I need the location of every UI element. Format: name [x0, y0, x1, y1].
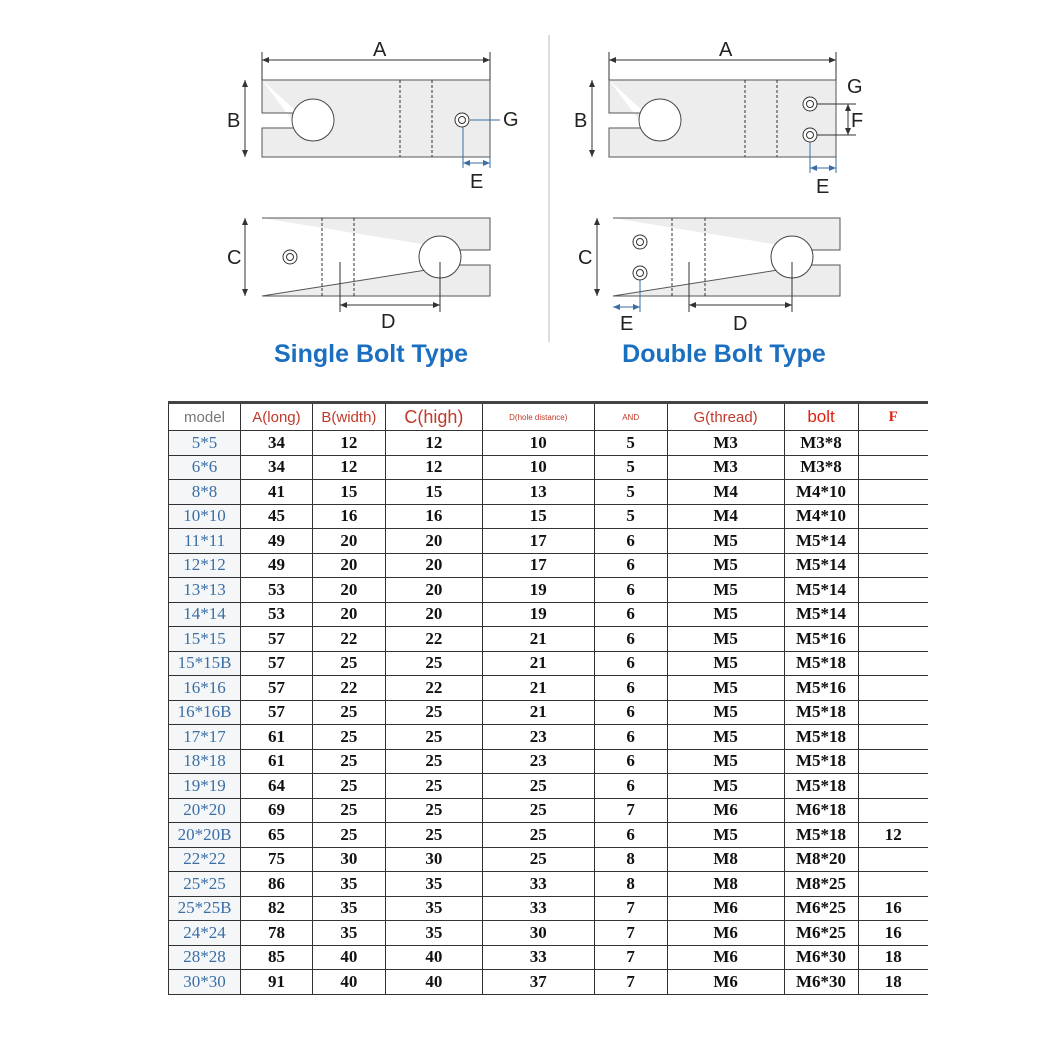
table-cell: 19 — [482, 578, 594, 603]
table-cell: M6 — [667, 921, 784, 946]
table-cell: M5*16 — [784, 676, 858, 701]
column-header: C(high) — [385, 403, 482, 431]
table-cell: 12 — [385, 431, 482, 456]
table-cell: 15 — [482, 504, 594, 529]
table-cell: 25 — [385, 651, 482, 676]
model-cell: 15*15 — [169, 627, 241, 652]
model-cell: 19*19 — [169, 774, 241, 799]
column-header: B(width) — [312, 403, 385, 431]
spec-table — [168, 401, 928, 995]
table-cell: 25 — [482, 774, 594, 799]
table-cell: 78 — [240, 921, 312, 946]
table-row — [169, 945, 929, 970]
table-cell: 61 — [240, 749, 312, 774]
table-row — [169, 749, 929, 774]
table-cell: 6 — [594, 651, 667, 676]
table-cell: 65 — [240, 823, 312, 848]
table-cell: 13 — [482, 480, 594, 505]
table-row — [169, 529, 929, 554]
table-cell: 23 — [482, 725, 594, 750]
table-cell: 7 — [594, 970, 667, 995]
table-cell: 21 — [482, 700, 594, 725]
table-cell — [858, 602, 928, 627]
table-cell: 23 — [482, 749, 594, 774]
table-cell: 25 — [482, 847, 594, 872]
table-cell: M5 — [667, 700, 784, 725]
table-cell: 25 — [385, 700, 482, 725]
table-row — [169, 774, 929, 799]
table-cell: 12 — [385, 455, 482, 480]
table-cell: 33 — [482, 896, 594, 921]
table-cell: M8*20 — [784, 847, 858, 872]
table-cell: 16 — [312, 504, 385, 529]
table-cell — [858, 749, 928, 774]
model-cell: 18*18 — [169, 749, 241, 774]
table-cell: 61 — [240, 725, 312, 750]
table-cell: 6 — [594, 700, 667, 725]
label-d: D — [733, 313, 748, 335]
column-header: D(hole distance) — [482, 403, 594, 431]
table-cell: 10 — [482, 455, 594, 480]
table-cell: M5 — [667, 529, 784, 554]
table-cell: 6 — [594, 774, 667, 799]
table-cell: 8 — [594, 847, 667, 872]
table-cell: 30 — [312, 847, 385, 872]
table-cell: 5 — [594, 431, 667, 456]
table-cell: M5 — [667, 553, 784, 578]
single-bolt-title: Single Bolt Type — [274, 340, 468, 368]
table-cell: M5*18 — [784, 725, 858, 750]
table-cell: 25 — [482, 798, 594, 823]
single-bolt-side-view — [245, 218, 490, 312]
table-cell: 22 — [312, 676, 385, 701]
table-cell: 75 — [240, 847, 312, 872]
table-cell: M6*25 — [784, 921, 858, 946]
table-cell: 25 — [385, 823, 482, 848]
table-row — [169, 847, 929, 872]
table-cell: 20 — [385, 529, 482, 554]
table-cell: 16 — [858, 896, 928, 921]
model-cell: 24*24 — [169, 921, 241, 946]
table-row — [169, 651, 929, 676]
table-cell: M5*14 — [784, 578, 858, 603]
model-cell: 30*30 — [169, 970, 241, 995]
table-cell: M3*8 — [784, 431, 858, 456]
model-cell: 6*6 — [169, 455, 241, 480]
table-cell: 19 — [482, 602, 594, 627]
table-cell: M5 — [667, 823, 784, 848]
model-cell: 10*10 — [169, 504, 241, 529]
model-cell: 22*22 — [169, 847, 241, 872]
table-cell — [858, 553, 928, 578]
table-cell: 25 — [385, 725, 482, 750]
table-cell: 6 — [594, 823, 667, 848]
table-cell: 25 — [312, 700, 385, 725]
double-bolt-title: Double Bolt Type — [622, 340, 826, 368]
table-row — [169, 455, 929, 480]
model-cell: 16*16B — [169, 700, 241, 725]
table-cell: 6 — [594, 553, 667, 578]
table-cell: 5 — [594, 455, 667, 480]
table-cell: 64 — [240, 774, 312, 799]
label-e: E — [470, 171, 484, 193]
table-cell — [858, 627, 928, 652]
table-cell: 57 — [240, 676, 312, 701]
label-g: G — [847, 76, 863, 98]
table-cell: 25 — [312, 774, 385, 799]
table-cell: M5*18 — [784, 749, 858, 774]
table-cell: 7 — [594, 798, 667, 823]
table-cell — [858, 480, 928, 505]
table-cell: 35 — [385, 896, 482, 921]
table-cell: 10 — [482, 431, 594, 456]
table-cell: 16 — [858, 921, 928, 946]
table-row — [169, 798, 929, 823]
table-cell — [858, 774, 928, 799]
table-cell: 35 — [312, 896, 385, 921]
table-cell: M5*14 — [784, 553, 858, 578]
table-row — [169, 896, 929, 921]
table-cell: 22 — [385, 676, 482, 701]
table-cell: 20 — [312, 602, 385, 627]
table-cell: 41 — [240, 480, 312, 505]
table-cell: 57 — [240, 700, 312, 725]
table-row — [169, 578, 929, 603]
model-cell: 16*16 — [169, 676, 241, 701]
table-cell: M5*14 — [784, 602, 858, 627]
table-row — [169, 627, 929, 652]
table-cell: 6 — [594, 725, 667, 750]
column-header: F — [858, 403, 928, 431]
table-cell: 22 — [312, 627, 385, 652]
table-cell: M5*18 — [784, 651, 858, 676]
single-bolt-top-view — [245, 52, 500, 168]
table-cell: M5*14 — [784, 529, 858, 554]
table-row — [169, 970, 929, 995]
table-cell: 18 — [858, 970, 928, 995]
table-cell: M4 — [667, 504, 784, 529]
label-c: C — [227, 247, 242, 269]
table-cell: 33 — [482, 872, 594, 897]
column-header: bolt — [784, 403, 858, 431]
table-row — [169, 872, 929, 897]
table-cell: M5 — [667, 602, 784, 627]
label-a: A — [373, 39, 387, 61]
table-cell: 35 — [312, 921, 385, 946]
label-c: C — [578, 247, 593, 269]
table-cell: M8 — [667, 847, 784, 872]
table-cell: 40 — [385, 945, 482, 970]
table-cell — [858, 847, 928, 872]
table-cell: 30 — [385, 847, 482, 872]
model-cell: 8*8 — [169, 480, 241, 505]
table-cell: 25 — [482, 823, 594, 848]
table-cell: M6*25 — [784, 896, 858, 921]
table-cell: 18 — [858, 945, 928, 970]
table-cell: 5 — [594, 480, 667, 505]
table-cell: 20 — [385, 578, 482, 603]
label-e: E — [620, 313, 634, 335]
table-cell: 25 — [312, 651, 385, 676]
table-cell: 12 — [312, 431, 385, 456]
table-cell: 6 — [594, 676, 667, 701]
table-cell: 12 — [858, 823, 928, 848]
table-row — [169, 480, 929, 505]
table-cell: M3*8 — [784, 455, 858, 480]
table-cell — [858, 431, 928, 456]
table-cell: 33 — [482, 945, 594, 970]
model-cell: 20*20B — [169, 823, 241, 848]
table-cell: 49 — [240, 529, 312, 554]
table-cell: M5*18 — [784, 700, 858, 725]
table-cell: M8 — [667, 872, 784, 897]
table-cell: 25 — [312, 823, 385, 848]
table-cell: M5 — [667, 749, 784, 774]
table-cell: 16 — [385, 504, 482, 529]
table-cell: 35 — [385, 921, 482, 946]
table-cell: M5*18 — [784, 774, 858, 799]
double-bolt-top-view — [592, 52, 856, 173]
table-cell: 7 — [594, 921, 667, 946]
table-cell: M5*16 — [784, 627, 858, 652]
label-f: F — [851, 110, 864, 132]
table-cell: 20 — [385, 553, 482, 578]
model-cell: 13*13 — [169, 578, 241, 603]
table-cell: 25 — [312, 798, 385, 823]
table-cell: 37 — [482, 970, 594, 995]
table-cell: 91 — [240, 970, 312, 995]
table-cell: 35 — [385, 872, 482, 897]
table-cell: 7 — [594, 945, 667, 970]
label-g: G — [503, 109, 519, 131]
model-cell: 20*20 — [169, 798, 241, 823]
table-row — [169, 553, 929, 578]
table-cell: M6 — [667, 945, 784, 970]
column-header: G(thread) — [667, 403, 784, 431]
table-cell: M5 — [667, 774, 784, 799]
table-cell: 6 — [594, 627, 667, 652]
model-cell: 25*25 — [169, 872, 241, 897]
table-cell — [858, 504, 928, 529]
table-cell: M5 — [667, 651, 784, 676]
table-cell — [858, 872, 928, 897]
table-cell: 34 — [240, 431, 312, 456]
table-cell: 22 — [385, 627, 482, 652]
table-cell: M6*30 — [784, 945, 858, 970]
table-cell: 69 — [240, 798, 312, 823]
table-cell: 15 — [385, 480, 482, 505]
table-cell: 17 — [482, 553, 594, 578]
table-cell: M5 — [667, 676, 784, 701]
table-cell: 15 — [312, 480, 385, 505]
model-cell: 5*5 — [169, 431, 241, 456]
table-cell — [858, 578, 928, 603]
table-cell: 20 — [312, 553, 385, 578]
table-cell: 25 — [385, 774, 482, 799]
label-b: B — [227, 110, 241, 132]
table-cell: 5 — [594, 504, 667, 529]
table-cell: M8*25 — [784, 872, 858, 897]
model-cell: 28*28 — [169, 945, 241, 970]
label-a: A — [719, 39, 733, 61]
column-header: A(long) — [240, 403, 312, 431]
table-cell: 30 — [482, 921, 594, 946]
table-cell — [858, 676, 928, 701]
table-cell: 53 — [240, 602, 312, 627]
table-cell: 6 — [594, 529, 667, 554]
table-cell: 6 — [594, 578, 667, 603]
table-cell — [858, 725, 928, 750]
table-cell: M4*10 — [784, 504, 858, 529]
table-cell: 34 — [240, 455, 312, 480]
column-header: model — [169, 403, 241, 431]
table-cell: M6 — [667, 896, 784, 921]
table-cell: 25 — [385, 798, 482, 823]
table-cell — [858, 700, 928, 725]
table-cell: 7 — [594, 896, 667, 921]
table-row — [169, 676, 929, 701]
table-cell: M6*30 — [784, 970, 858, 995]
table-cell: M5 — [667, 578, 784, 603]
table-cell: 35 — [312, 872, 385, 897]
table-row — [169, 921, 929, 946]
table-cell: 40 — [312, 970, 385, 995]
table-cell: M6 — [667, 970, 784, 995]
table-cell: 85 — [240, 945, 312, 970]
table-cell: 6 — [594, 749, 667, 774]
model-cell: 17*17 — [169, 725, 241, 750]
table-cell: 8 — [594, 872, 667, 897]
table-cell: 57 — [240, 627, 312, 652]
model-cell: 15*15B — [169, 651, 241, 676]
label-e: E — [816, 176, 830, 198]
table-cell — [858, 651, 928, 676]
table-cell: M5*18 — [784, 823, 858, 848]
label-d: D — [381, 311, 396, 333]
table-cell: 40 — [312, 945, 385, 970]
table-cell: M3 — [667, 431, 784, 456]
table-cell: M4*10 — [784, 480, 858, 505]
table-cell: 6 — [594, 602, 667, 627]
table-cell: M4 — [667, 480, 784, 505]
table-cell — [858, 455, 928, 480]
table-cell: 12 — [312, 455, 385, 480]
table-row — [169, 700, 929, 725]
table-cell: 49 — [240, 553, 312, 578]
table-cell: 40 — [385, 970, 482, 995]
table-row — [169, 823, 929, 848]
table-cell: 53 — [240, 578, 312, 603]
table-cell — [858, 529, 928, 554]
table-cell: 17 — [482, 529, 594, 554]
table-row — [169, 431, 929, 456]
model-cell: 25*25B — [169, 896, 241, 921]
model-cell: 11*11 — [169, 529, 241, 554]
table-cell: 86 — [240, 872, 312, 897]
table-cell: 25 — [312, 725, 385, 750]
table-row — [169, 504, 929, 529]
model-cell: 12*12 — [169, 553, 241, 578]
label-b: B — [574, 110, 588, 132]
table-cell: 20 — [312, 529, 385, 554]
table-cell: M5 — [667, 725, 784, 750]
column-header: AND — [594, 403, 667, 431]
table-cell: M3 — [667, 455, 784, 480]
table-row — [169, 602, 929, 627]
table-cell: M6*18 — [784, 798, 858, 823]
double-bolt-side-view — [597, 218, 840, 312]
table-cell: 25 — [385, 749, 482, 774]
table-row — [169, 725, 929, 750]
table-cell: M5 — [667, 627, 784, 652]
table-cell: 82 — [240, 896, 312, 921]
table-cell: 20 — [312, 578, 385, 603]
table-cell: 25 — [312, 749, 385, 774]
table-cell: 45 — [240, 504, 312, 529]
table-cell: 21 — [482, 627, 594, 652]
table-cell: 21 — [482, 651, 594, 676]
model-cell: 14*14 — [169, 602, 241, 627]
table-cell — [858, 798, 928, 823]
table-cell: 20 — [385, 602, 482, 627]
table-cell: 57 — [240, 651, 312, 676]
table-cell: 21 — [482, 676, 594, 701]
table-cell: M6 — [667, 798, 784, 823]
